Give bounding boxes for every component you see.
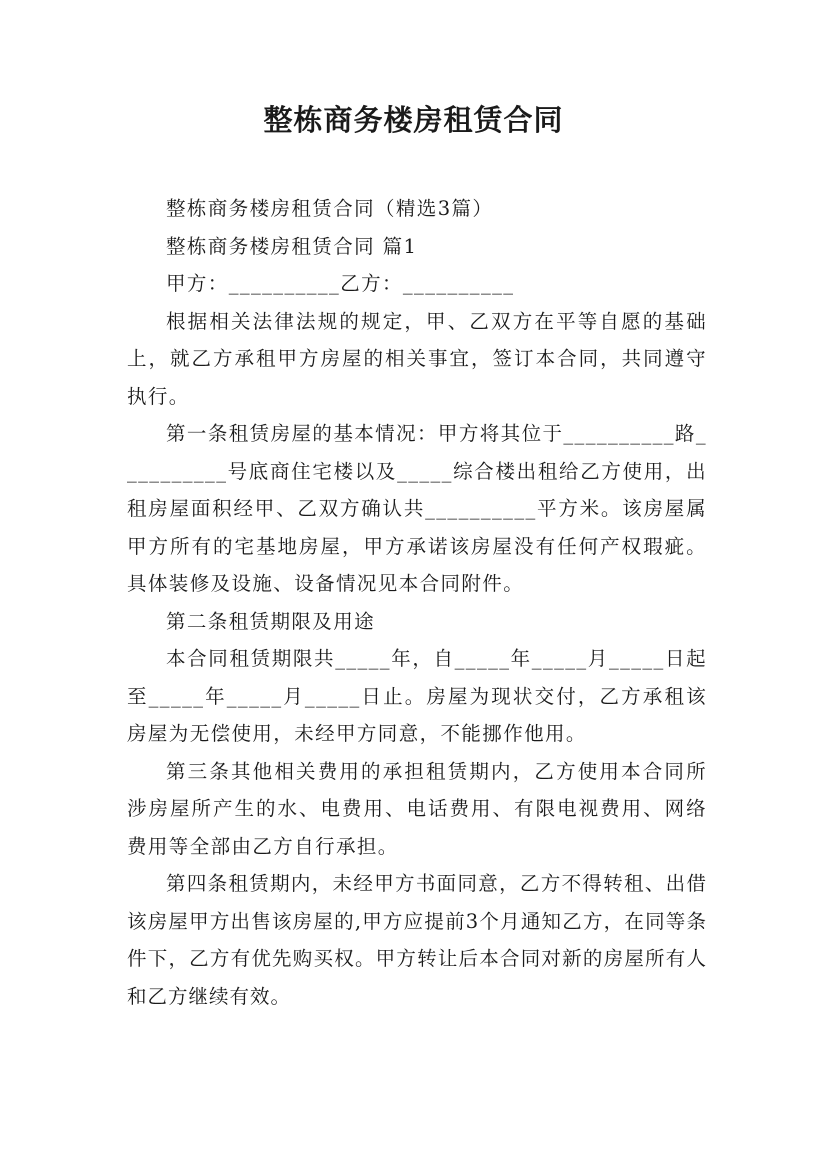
article-2-heading: 第二条租赁期限及用途 — [166, 609, 376, 633]
preamble-paragraph: 根据相关法律法规的规定，甲、乙双方在平等自愿的基础上，就乙方承租甲方房屋的相关事宜，签订本合同，共同遵守执行。 — [127, 309, 707, 408]
article-1-paragraph: 第一条租赁房屋的基本情况：甲方将其位于__________路__________号底商住宅楼以及_____综合楼出租给乙方使用，出租房屋面积经甲、乙双方确认共__________平方米。该房屋属甲方所有的宅基地房屋，甲方承诺该房屋没有任何产权瑕疵。具体装修及设施、设备情况见本合同附件。 — [127, 422, 707, 595]
section-heading: 整栋商务楼房租赁合同 篇1 — [166, 234, 418, 258]
article-4-paragraph: 第四条租赁期内，未经甲方书面同意，乙方不得转租、出借该房屋甲方出售该房屋的,甲方应提前3个月通知乙方，在同等条件下，乙方有优先购买权。甲方转让后本合同对新的房屋所有人和乙方继续有效。 — [127, 872, 707, 1008]
article-3-paragraph: 第三条其他相关费用的承担租赁期内，乙方使用本合同所涉房屋所产生的水、电费用、电话费用、有限电视费用、网络费用等全部由乙方自行承担。 — [127, 759, 707, 858]
document-title: 整栋商务楼房租赁合同 — [263, 103, 564, 137]
parties-line: 甲方：__________乙方：__________ — [166, 272, 515, 295]
article-2-paragraph: 本合同租赁期限共_____年，自_____年_____月_____日起至_____年_____月_____日止。房屋为现状交付，乙方承租该房屋为无偿使用，未经甲方同意，不能挪作他用。 — [127, 647, 707, 745]
document-body — [127, 190, 707, 1015]
subtitle-paragraph: 整栋商务楼房租赁合同（精选3篇） — [166, 197, 494, 220]
